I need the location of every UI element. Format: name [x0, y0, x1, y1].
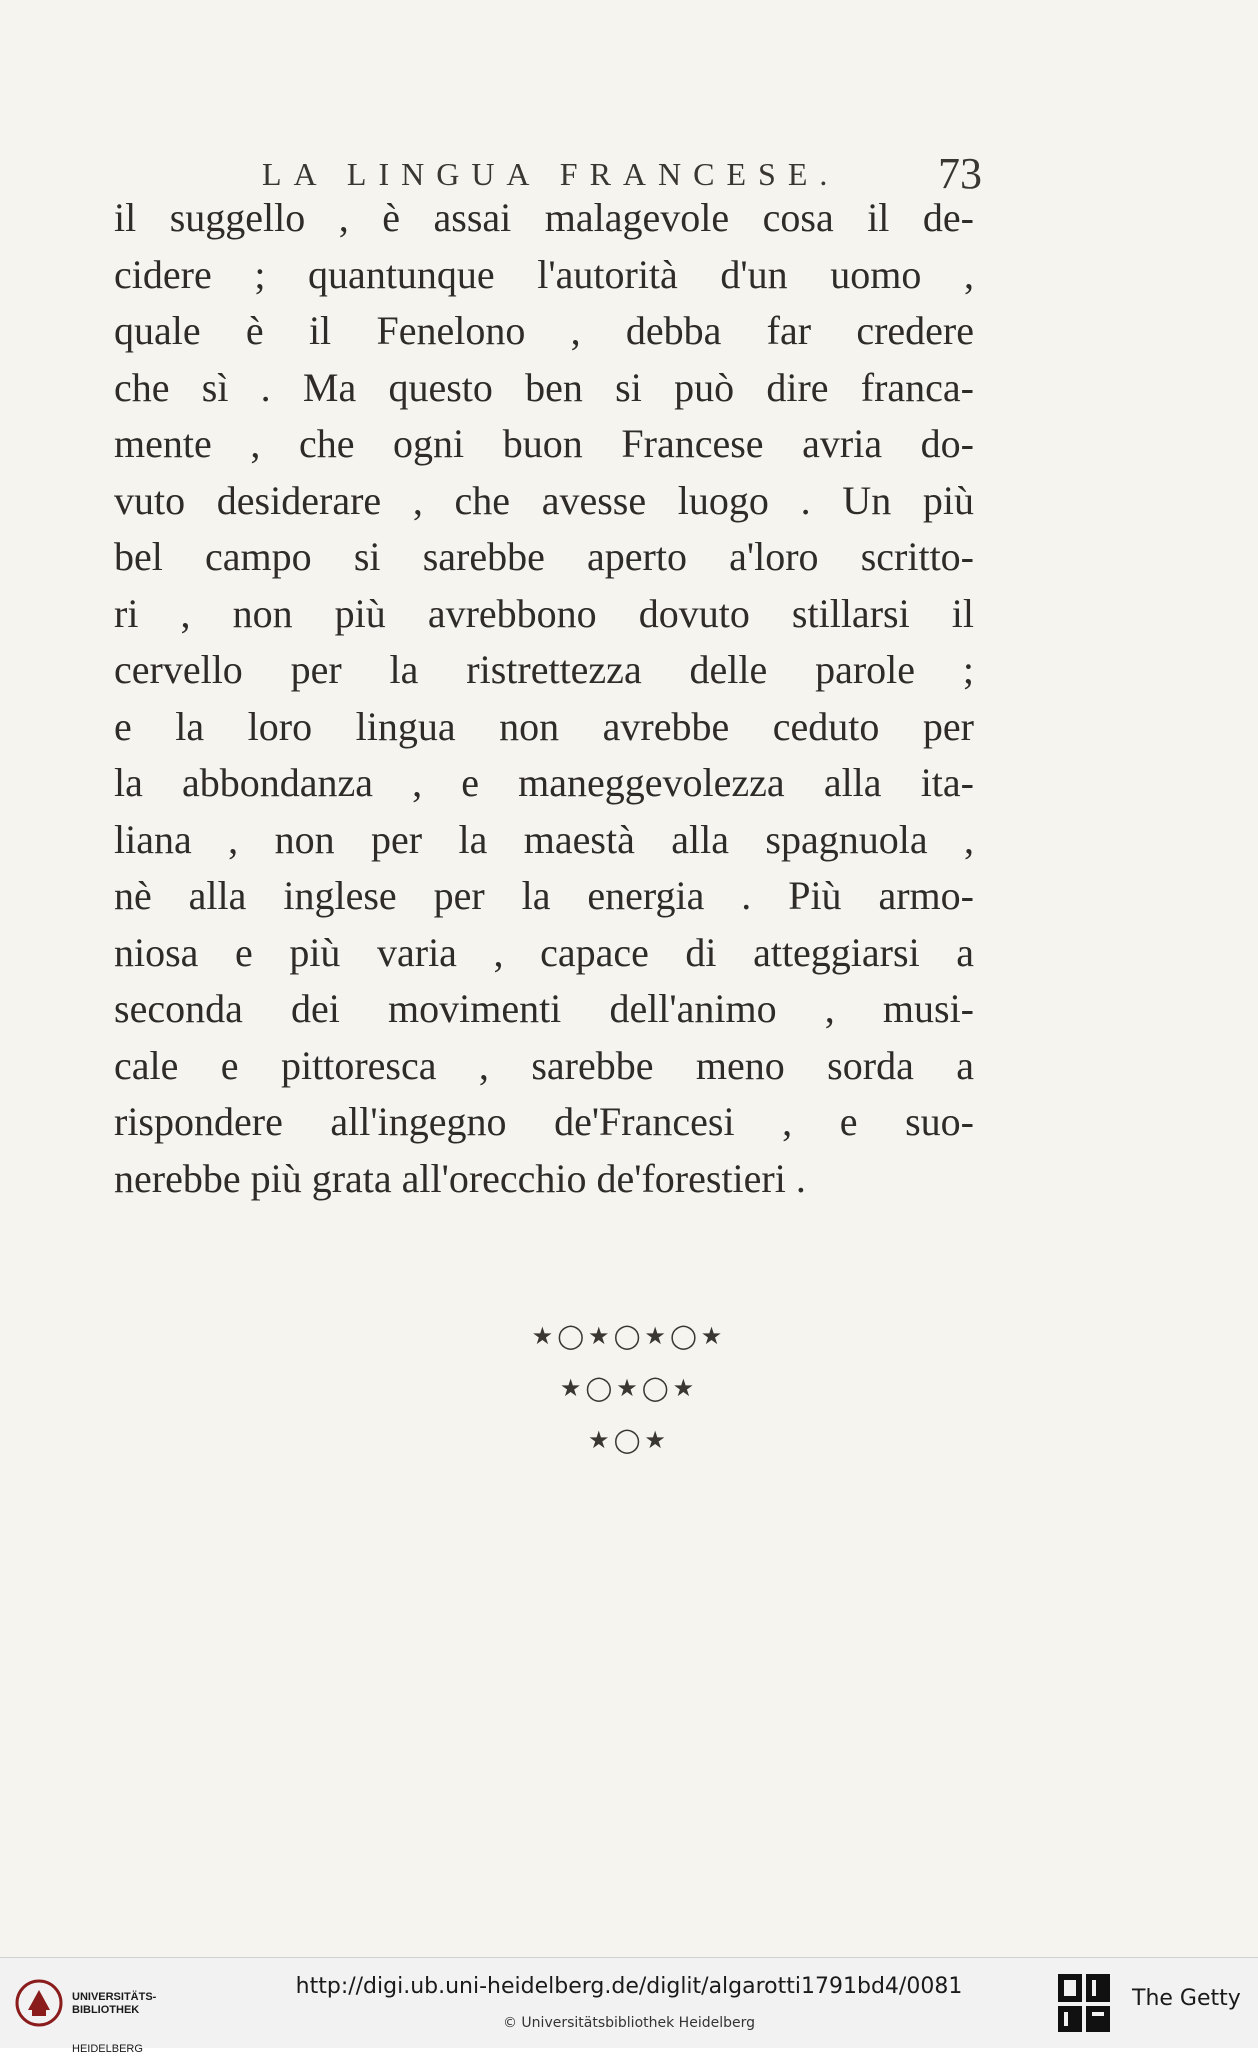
partner-name: The Getty — [1132, 1986, 1241, 2011]
running-head: LA LINGUA FRANCESE. — [262, 156, 840, 192]
text-line: ri , non più avrebbono dovuto stillarsi il — [114, 590, 974, 636]
text-line: il suggello , è assai malagevole cosa il de- — [114, 195, 974, 240]
text-line: che sì . Ma questo ben si può dire franca- — [114, 364, 974, 410]
text-line: la abbondanza , e maneggevolezza alla ita- — [114, 760, 974, 805]
ornament-row: ★◯★◯★ — [559, 1374, 699, 1402]
ornament-row: ★◯★◯★◯★ — [531, 1322, 727, 1350]
text-line: seconda dei movimenti dell'animo , musi- — [114, 986, 974, 1031]
text-line: nè alla inglese per la energia . Più armo- — [114, 873, 974, 918]
text-line: quale è il Fenelono , debba far credere — [114, 308, 974, 353]
text-line: rispondere all'ingegno de'Francesi , e suo- — [114, 1099, 974, 1144]
ornament-row: ★◯★ — [588, 1426, 670, 1454]
page-number: 73 — [938, 149, 982, 198]
text-line: liana , non per la maestà alla spagnuola , — [114, 816, 974, 862]
library-city: HEIDELBERG — [72, 2043, 143, 2055]
text-line: nerebbe più grata all'orecchio de'forestieri . — [114, 1155, 806, 1201]
text-line: mente , che ogni buon Francese avria do- — [114, 421, 974, 466]
text-line: e la loro lingua non avrebbe ceduto per — [114, 703, 974, 749]
text-line: cervello per la ristrettezza delle parole ; — [114, 647, 974, 692]
library-name-text: UNIVERSITÄTS- BIBLIOTHEK — [72, 1991, 157, 2016]
text-line: cale e pittoresca , sarebbe meno sorda a — [114, 1042, 974, 1088]
decorative-ornament — [0, 1310, 1258, 1466]
text-line: cidere ; quantunque l'autorità d'un uomo , — [114, 251, 974, 297]
permalink-url[interactable]: http://digi.ub.uni-heidelberg.de/diglit/algarotti1791bd4/0081 — [295, 1974, 963, 1999]
text-line: bel campo si sarebbe aperto a'loro scritto- — [114, 534, 974, 579]
body-text — [114, 190, 974, 1207]
text-line: vuto desiderare , che avesse luogo . Un più — [114, 477, 974, 523]
text-line: niosa e più varia , capace di atteggiarsi a — [114, 929, 974, 975]
copyright-notice: © Universitätsbibliothek Heidelberg — [502, 2015, 755, 2031]
getty-logo-icon[interactable] — [1056, 1972, 1112, 2034]
viewer-footer — [0, 1957, 1258, 2055]
